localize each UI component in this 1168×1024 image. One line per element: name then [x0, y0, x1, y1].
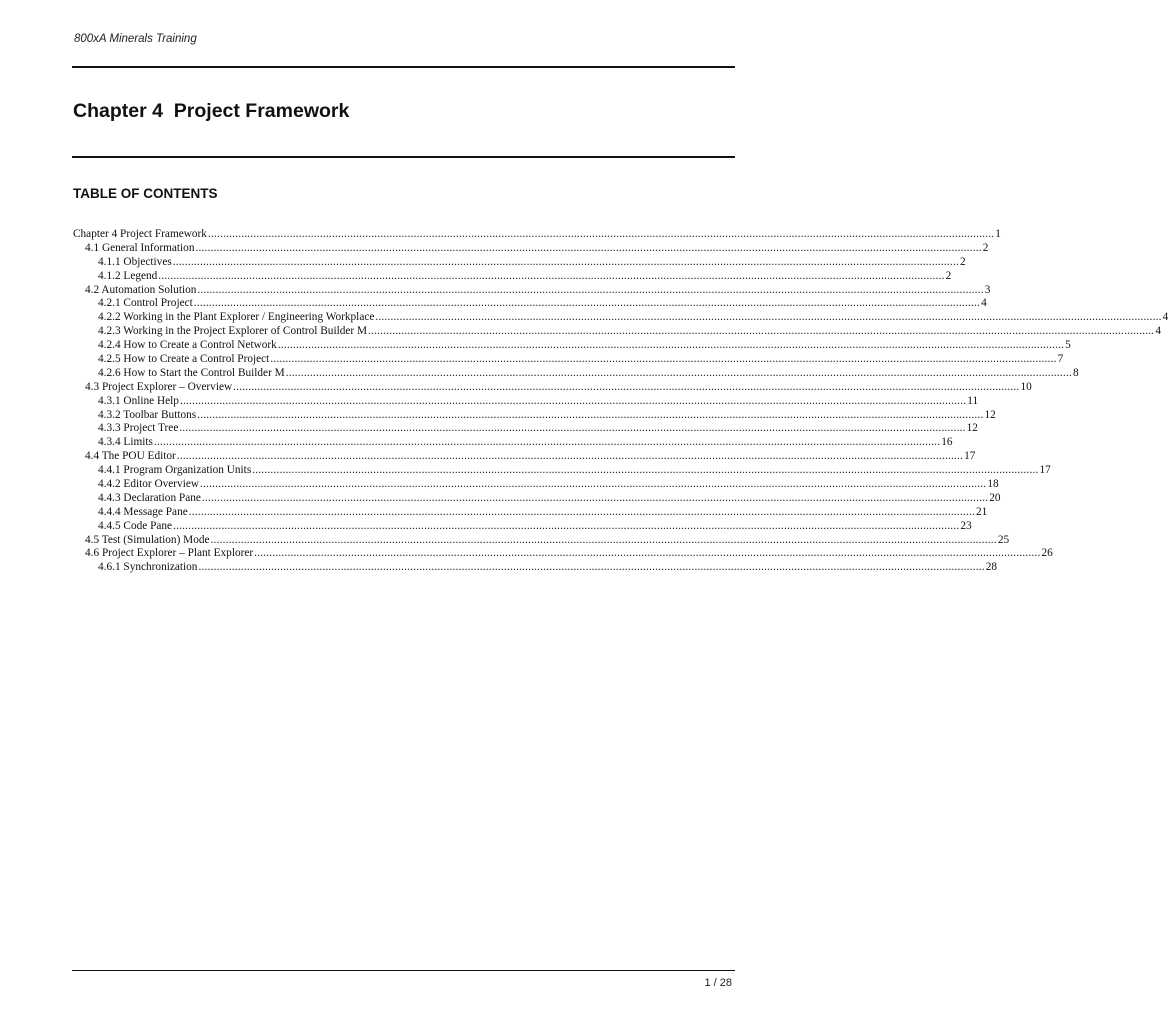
chapter-title: Chapter 4 Project Framework: [73, 100, 350, 122]
toc-entry-label: 4.2.6 How to Start the Control Builder M: [98, 366, 285, 379]
toc-dot-leader: ....................................................................................................................................................................................................................................................................: [173, 519, 960, 532]
toc-dot-leader: ....................................................................................................................................................................................................................................................................: [233, 380, 1020, 393]
toc-dot-leader: ....................................................................................................................................................................................................................................................................: [200, 478, 987, 491]
toc-dot-leader: ....................................................................................................................................................................................................................................................................: [193, 297, 981, 310]
toc-dot-leader: ....................................................................................................................................................................................................................................................................: [197, 283, 984, 296]
toc-entry-label: 4.6.1 Synchronization: [98, 561, 198, 574]
toc-entry-label: Chapter 4 Project Framework: [73, 228, 207, 240]
toc-dot-leader: ....................................................................................................................................................................................................................................................................: [368, 325, 1155, 338]
toc-dot-leader: ....................................................................................................................................................................................................................................................................: [201, 491, 989, 504]
toc-entry-label: 4.1 General Information: [85, 241, 195, 254]
toc-entry[interactable]: [73, 255, 966, 270]
toc-entry[interactable]: [73, 394, 979, 409]
toc-entry-label: 4.2.5 How to Create a Control Project: [98, 353, 270, 366]
toc-entry-label: 4.1.2 Legend: [98, 269, 158, 282]
toc-entry-page: 20: [989, 491, 1001, 504]
toc-entry-page: 2: [960, 255, 966, 268]
toc-entry-label: 4.4.2 Editor Overview: [98, 478, 200, 491]
toc-entry-label: 4.4.4 Message Pane: [98, 505, 188, 518]
toc-entry[interactable]: [73, 547, 1053, 561]
toc-entry-page: 4: [1162, 311, 1168, 324]
toc-entry-page: 28: [985, 561, 998, 574]
toc-entry-label: 4.4.3 Declaration Pane: [98, 491, 201, 504]
table-of-contents: [73, 228, 1168, 575]
toc-entry-page: 18: [987, 478, 999, 491]
toc-dot-leader: ....................................................................................................................................................................................................................................................................: [188, 505, 976, 518]
toc-entry[interactable]: [73, 339, 1071, 353]
toc-dot-leader: ....................................................................................................................................................................................................................................................................: [207, 228, 995, 240]
toc-entry[interactable]: [73, 436, 953, 450]
page-number: 1 / 28: [704, 977, 732, 989]
toc-entry-page: 21: [976, 505, 988, 518]
toc-entry[interactable]: [73, 464, 1051, 478]
toc-entry-page: 3: [984, 283, 991, 296]
toc-dot-leader: ....................................................................................................................................................................................................................................................................: [198, 561, 985, 574]
toc-entry[interactable]: [73, 422, 978, 436]
toc-dot-leader: ....................................................................................................................................................................................................................................................................: [158, 269, 945, 282]
toc-entry-page: 4: [981, 297, 987, 310]
toc-entry-page: 25: [997, 533, 1010, 546]
toc-entry[interactable]: [73, 366, 1079, 381]
toc-dot-leader: ....................................................................................................................................................................................................................................................................: [285, 366, 1072, 379]
toc-dot-leader: ....................................................................................................................................................................................................................................................................: [375, 311, 1162, 324]
toc-entry-label: 4.2 Automation Solution: [85, 283, 197, 296]
toc-entry[interactable]: [73, 353, 1064, 367]
toc-dot-leader: ....................................................................................................................................................................................................................................................................: [195, 241, 982, 254]
toc-entry-page: 23: [960, 519, 972, 532]
toc-entry-page: 2: [982, 241, 989, 254]
toc-entry-label: 4.2.2 Working in the Plant Explorer / Engineering Workplace: [98, 311, 375, 324]
toc-dot-leader: ....................................................................................................................................................................................................................................................................: [172, 255, 960, 268]
toc-entry[interactable]: [73, 519, 972, 534]
toc-dot-leader: ....................................................................................................................................................................................................................................................................: [210, 533, 997, 546]
toc-dot-leader: ....................................................................................................................................................................................................................................................................: [153, 436, 941, 449]
toc-entry-label: 4.3.1 Online Help: [98, 394, 179, 407]
toc-entry-label: 4.6 Project Explorer – Plant Explorer: [85, 547, 254, 560]
toc-entry[interactable]: [73, 297, 987, 311]
toc-entry-page: 10: [1020, 380, 1032, 393]
toc-entry-label: 4.4 The POU Editor: [85, 450, 176, 463]
toc-dot-leader: ....................................................................................................................................................................................................................................................................: [252, 464, 1039, 477]
toc-entry[interactable]: [73, 311, 1168, 325]
toc-dot-leader: ....................................................................................................................................................................................................................................................................: [254, 547, 1041, 560]
toc-entry-label: 4.2.3 Working in the Project Explorer of Control Builder M: [98, 325, 368, 338]
toc-entry-label: 4.3.3 Project Tree: [98, 422, 179, 435]
toc-entry-label: 4.3 Project Explorer – Overview: [85, 380, 233, 393]
toc-entry-page: 1: [995, 228, 1001, 240]
toc-entry-page: 7: [1057, 353, 1064, 366]
toc-entry-page: 5: [1065, 339, 1071, 352]
toc-entry-label: 4.3.4 Limits: [98, 436, 153, 449]
toc-entry-page: 12: [984, 408, 996, 421]
toc-entry-page: 17: [964, 450, 976, 463]
header-rule: [72, 66, 735, 68]
toc-entry-label: 4.2.1 Control Project: [98, 297, 193, 310]
toc-entry-label: 4.3.2 Toolbar Buttons: [98, 408, 197, 421]
toc-entry-page: 8: [1073, 366, 1079, 379]
toc-entry[interactable]: [73, 561, 998, 575]
toc-entry[interactable]: [73, 491, 1001, 506]
toc-entry-label: 4.4.1 Program Organization Units: [98, 464, 252, 477]
toc-entry[interactable]: [73, 241, 989, 256]
toc-entry-page: 4: [1155, 325, 1161, 338]
toc-entry[interactable]: [73, 478, 999, 492]
toc-dot-leader: ....................................................................................................................................................................................................................................................................: [179, 394, 967, 407]
toc-dot-leader: ....................................................................................................................................................................................................................................................................: [270, 353, 1057, 366]
toc-entry[interactable]: [73, 269, 952, 284]
toc-entry[interactable]: [73, 505, 988, 520]
toc-dot-leader: ....................................................................................................................................................................................................................................................................: [197, 408, 984, 421]
toc-entry-page: 16: [941, 436, 953, 449]
toc-heading: TABLE OF CONTENTS: [73, 186, 218, 201]
toc-dot-leader: ....................................................................................................................................................................................................................................................................: [179, 422, 966, 435]
toc-entry[interactable]: [73, 450, 976, 464]
toc-entry-label: 4.2.4 How to Create a Control Network: [98, 339, 277, 352]
toc-entry[interactable]: [73, 325, 1161, 339]
toc-entry-page: 11: [967, 394, 979, 407]
toc-entry-page: 17: [1039, 464, 1051, 477]
toc-entry-page: 12: [966, 422, 978, 435]
toc-entry-label: 4.5 Test (Simulation) Mode: [85, 533, 210, 546]
toc-dot-leader: ....................................................................................................................................................................................................................................................................: [277, 339, 1065, 352]
toc-entry-label: 4.4.5 Code Pane: [98, 519, 173, 532]
toc-entry-page: 26: [1041, 547, 1053, 560]
toc-entry-label: 4.1.1 Objectives: [98, 255, 172, 268]
toc-entry-page: 2: [945, 269, 952, 282]
running-header: 800xA Minerals Training: [74, 33, 197, 45]
toc-entry[interactable]: [73, 533, 1010, 548]
toc-dot-leader: ....................................................................................................................................................................................................................................................................: [176, 450, 964, 463]
toc-entry[interactable]: [73, 228, 1001, 242]
toc-entry[interactable]: [73, 408, 996, 423]
title-rule: [72, 156, 735, 158]
footer-rule: [72, 970, 735, 971]
toc-entry[interactable]: [73, 283, 991, 298]
toc-entry[interactable]: [73, 380, 1032, 395]
